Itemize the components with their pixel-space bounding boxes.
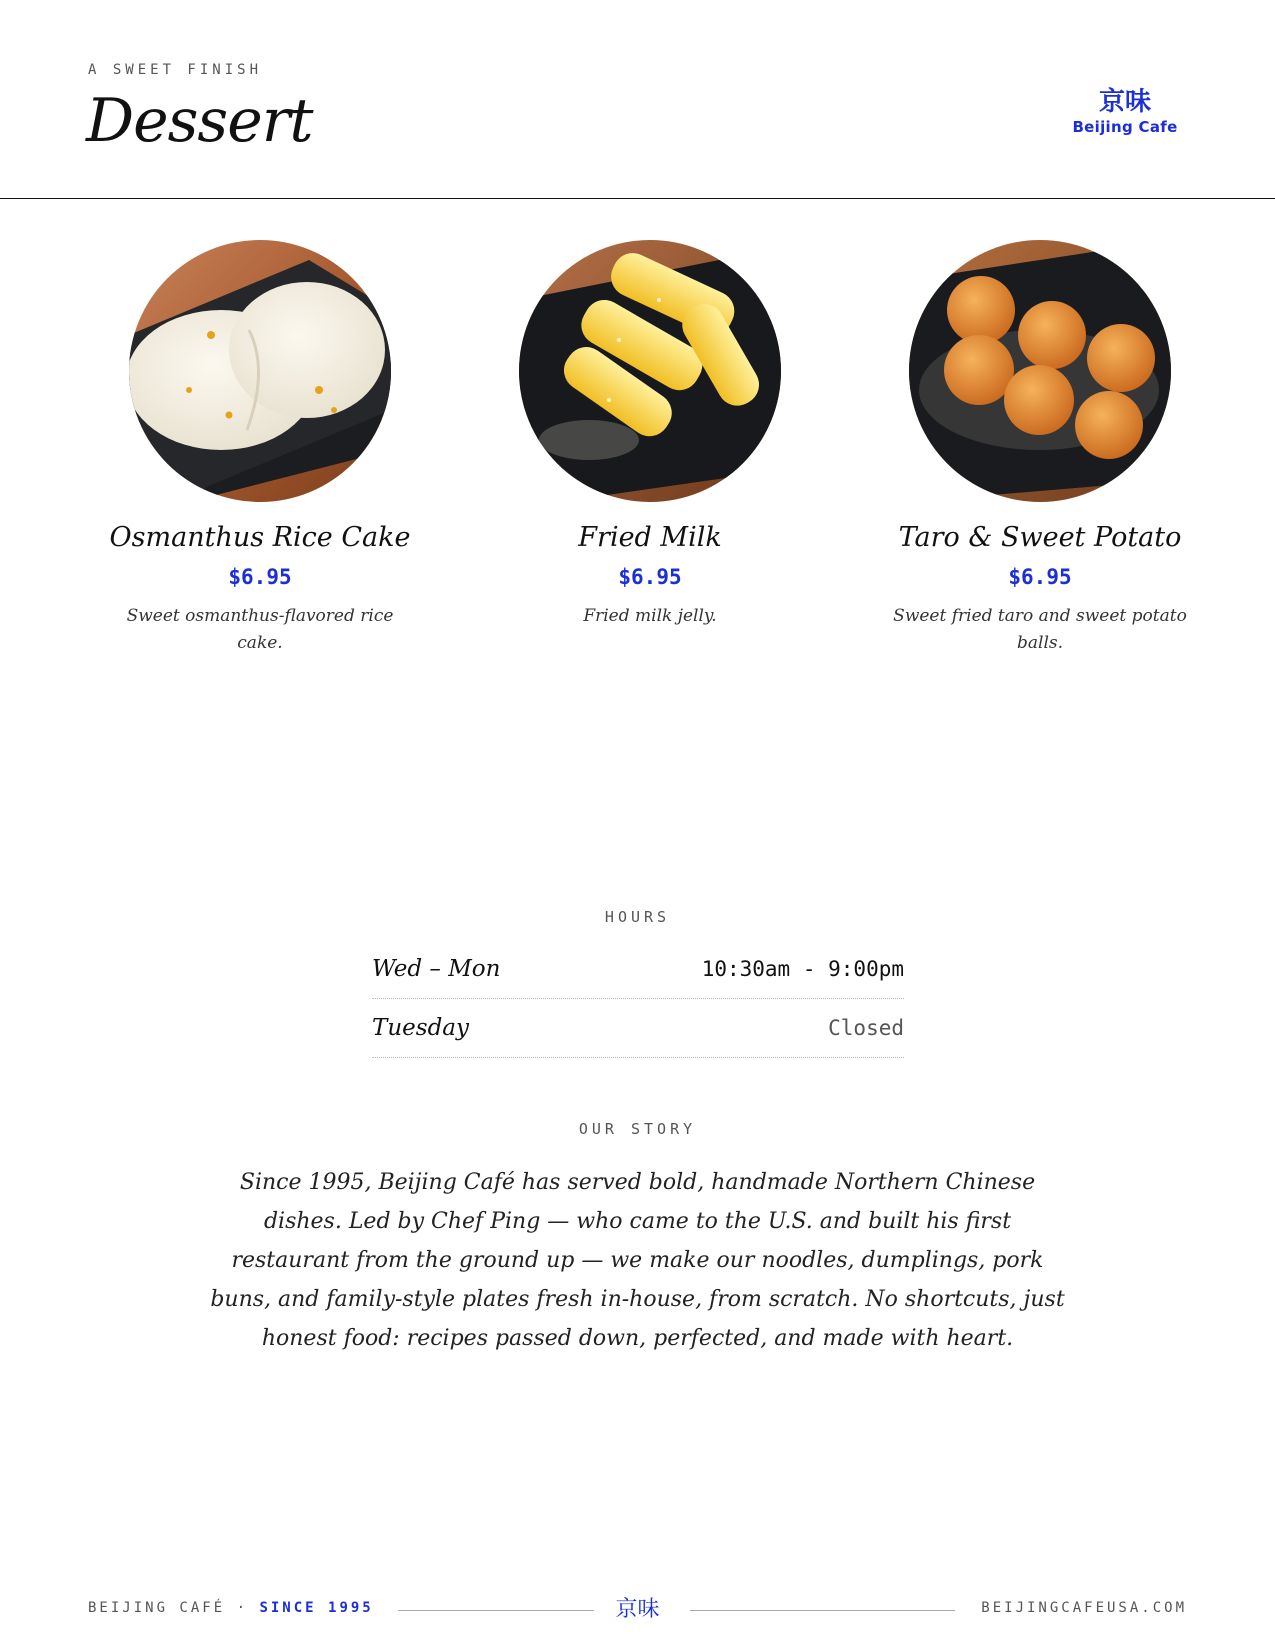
taro-balls-image (909, 240, 1171, 502)
hours-day: Wed – Mon (372, 956, 501, 982)
logo-chinese-text: 京味 (1098, 87, 1151, 117)
fried-milk-photo (519, 240, 781, 502)
item-price: $6.95 (228, 565, 292, 589)
footer-brand-name: BEIJING CAFÉ · (88, 1600, 249, 1616)
taro-sweet-potato-photo (909, 240, 1171, 502)
footer-logo-mark: 京味 (615, 1597, 660, 1622)
hours-table (372, 940, 904, 1058)
story-text: Since 1995, Beijing Café has served bold, handmade Northern Chinese dishes. Led by Chef Ping — who came to the U.S. and built his first restaurant from the ground up — we make our noodles, dumplings, pork buns, and family-style plates fresh in-house, from scratch. No shortcuts, just honest food: recipes passed down, perfected, and made with heart. (210, 1170, 1065, 1351)
footer-brand (88, 1600, 374, 1616)
menu-item (860, 240, 1220, 680)
section-eyebrow: A SWEET FINISH (88, 62, 263, 78)
hours-day: Tuesday (372, 1015, 469, 1041)
item-price: $6.95 (618, 565, 682, 589)
dessert-items (80, 240, 1220, 680)
item-description: Sweet osmanthus-flavored rice cake. (126, 606, 394, 653)
osmanthus-rice-cake-photo (129, 240, 391, 502)
item-name: Osmanthus Rice Cake (109, 522, 411, 553)
page-footer (0, 1590, 1275, 1630)
item-description: Sweet fried taro and sweet potato balls. (893, 606, 1187, 653)
rice-cake-image (129, 240, 391, 502)
story-heading: OUR STORY (578, 1120, 697, 1138)
page-title: Dessert (86, 86, 313, 156)
hours-row (372, 999, 904, 1058)
hours-time: Closed (828, 1016, 904, 1040)
menu-item (80, 240, 440, 680)
footer-divider-left (398, 1610, 594, 1611)
item-name: Taro & Sweet Potato (898, 522, 1182, 553)
footer-website-link[interactable]: BEIJINGCAFEUSA.COM (981, 1600, 1187, 1616)
footer-since: SINCE 1995 (259, 1600, 374, 1616)
menu-item (470, 240, 830, 680)
item-description: Fried milk jelly. (583, 606, 717, 626)
hours-heading: HOURS (604, 908, 671, 926)
item-name: Fried Milk (578, 522, 722, 553)
brand-logo (1060, 88, 1190, 136)
hours-time: 10:30am - 9:00pm (701, 957, 904, 981)
fried-milk-image (519, 240, 781, 502)
page-header (0, 0, 1275, 199)
footer-divider-right (690, 1610, 955, 1611)
logo-english-text: Beijing Cafe (1072, 118, 1178, 136)
item-price: $6.95 (1008, 565, 1072, 589)
hours-row (372, 940, 904, 999)
